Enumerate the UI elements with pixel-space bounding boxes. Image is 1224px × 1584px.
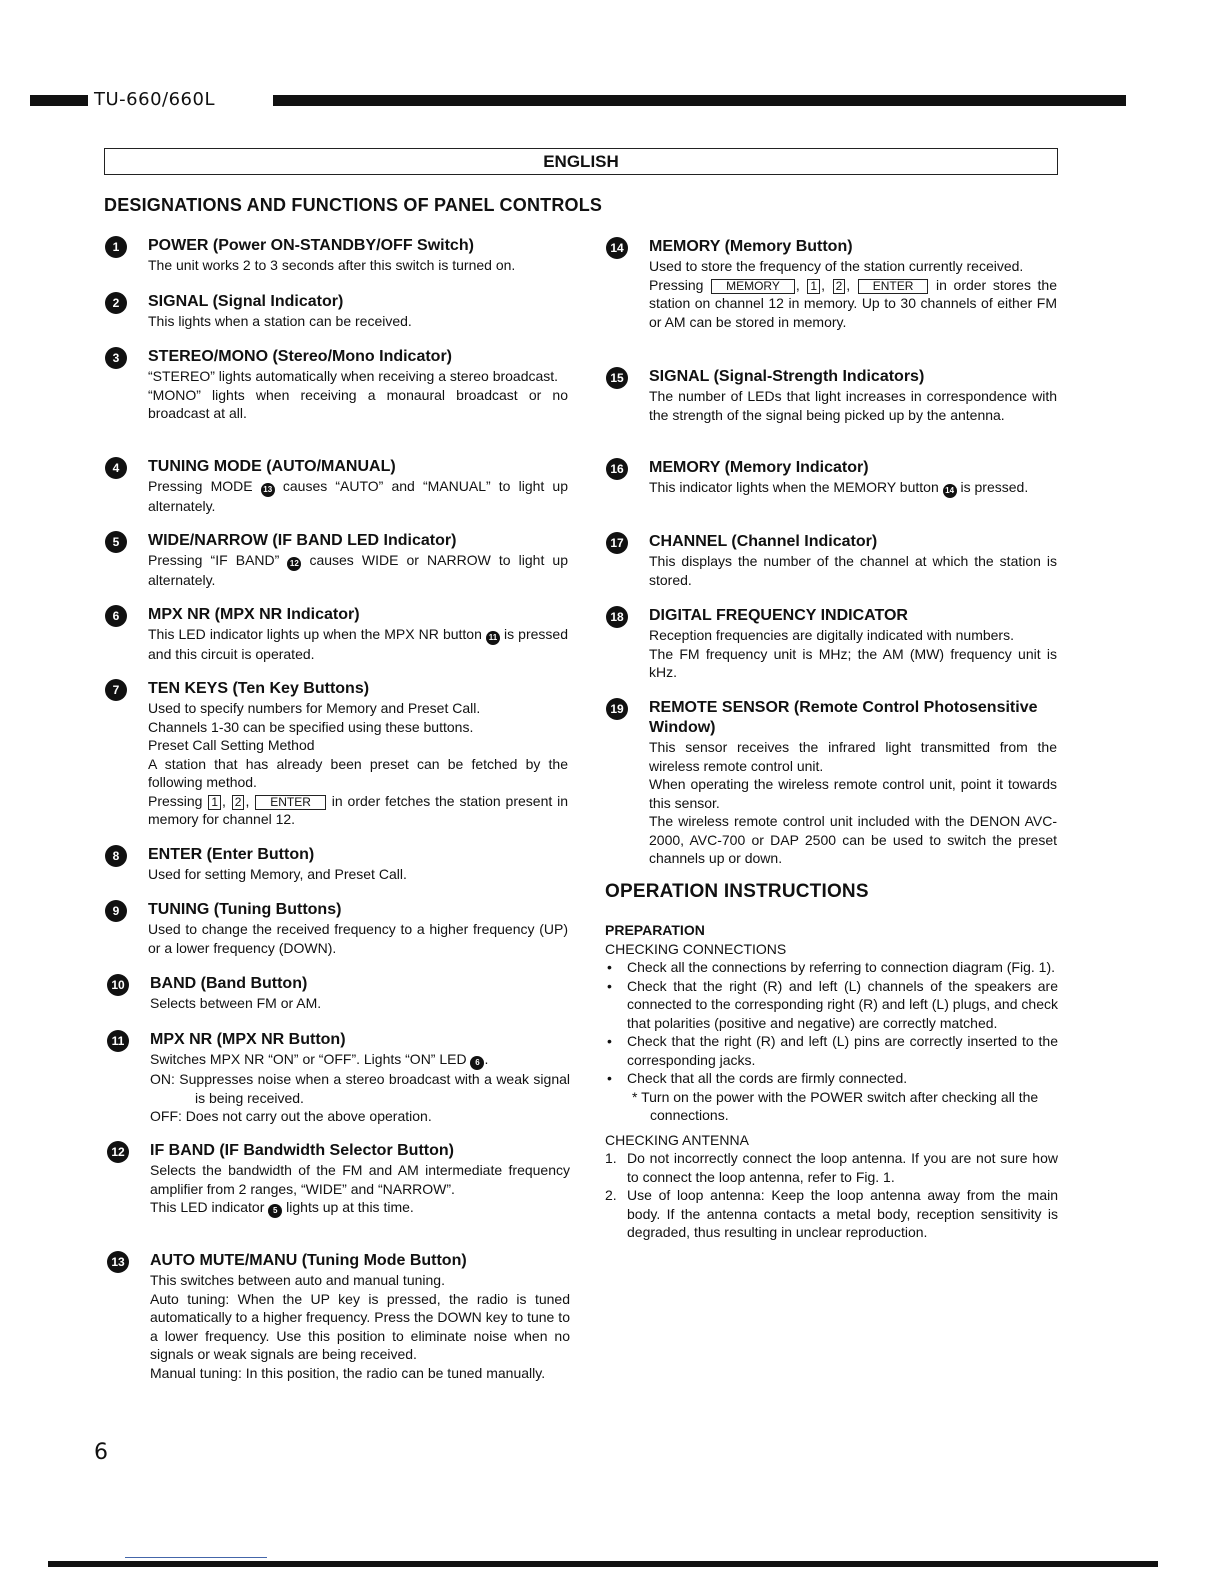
item-text: Selects the bandwidth of the FM and AM intermediate frequency amplifier from 2 ranges, “WIDE” and “NARROW”. bbox=[150, 1162, 570, 1197]
list-item: 2. Use of loop antenna: Keep the loop antenna away from the main body. If the antenna contacts a metal body, reception sensitivity is degraded, thus resulting in unclear reproduction. bbox=[605, 1187, 1058, 1240]
key-1: 1 bbox=[208, 795, 221, 810]
item-12 bbox=[111, 1141, 570, 1218]
item-number: 5 bbox=[105, 531, 127, 553]
item-text: Pressing MEMORY , 1 , 2 , ENTER in order stores the station on channel 12 in memory. Up to 30 channels of either FM or AM can be stored in memory. bbox=[649, 276, 1058, 330]
item-text: This switches between auto and manual tuning. bbox=[150, 1272, 445, 1288]
item-9 bbox=[112, 900, 568, 957]
page-number: 6 bbox=[94, 1440, 108, 1465]
list-item: • Check that the right (R) and left (L) pins are correctly inserted to the corresponding jacks. bbox=[605, 1032, 1058, 1069]
item-text: This lights when a station can be received. bbox=[148, 313, 412, 329]
item-11 bbox=[111, 1030, 570, 1126]
item-text: Used to change the received frequency to a higher frequency (UP) or a lower frequency (DOWN). bbox=[148, 921, 568, 956]
item-5 bbox=[112, 531, 568, 590]
item-number: 3 bbox=[105, 347, 127, 369]
item-text: Switches MPX NR “ON” or “OFF”. Lights “ON” LED 6 . bbox=[150, 1050, 570, 1070]
item-number: 11 bbox=[107, 1030, 129, 1052]
item-text: Used to specify numbers for Memory and Preset Call. bbox=[148, 700, 481, 716]
item-title: MPX NR (MPX NR Indicator) bbox=[148, 606, 360, 623]
model-name: TU-660/660L bbox=[94, 90, 219, 110]
item-title: MEMORY (Memory Indicator) bbox=[649, 459, 869, 476]
checking-connections-heading: CHECKING CONNECTIONS bbox=[605, 940, 787, 957]
item-title: DIGITAL FREQUENCY INDICATOR bbox=[649, 607, 908, 624]
item-text: This sensor receives the infrared light transmitted from the wireless remote control unit. bbox=[649, 739, 1057, 774]
item-text: Manual tuning: In this position, the radio can be tuned manually. bbox=[150, 1364, 546, 1381]
item-number: 12 bbox=[107, 1141, 129, 1163]
checking-antenna-heading: CHECKING ANTENNA bbox=[605, 1131, 749, 1148]
item-title: WIDE/NARROW (IF BAND LED Indicator) bbox=[148, 532, 457, 549]
item-text: This displays the number of the channel at which the station is stored. bbox=[649, 553, 1057, 588]
item-text: The FM frequency unit is MHz; the AM (MW) frequency unit is kHz. bbox=[649, 645, 1057, 680]
item-title: MPX NR (MPX NR Button) bbox=[150, 1031, 346, 1048]
item-text: Preset Call Setting Method bbox=[148, 737, 315, 753]
key-2: 2 bbox=[833, 279, 846, 294]
item-title: TUNING MODE (AUTO/MANUAL) bbox=[148, 458, 396, 475]
item-1 bbox=[112, 236, 568, 275]
header-block-left bbox=[30, 95, 88, 106]
operation-section bbox=[605, 921, 1058, 1242]
item-text: The number of LEDs that light increases in correspondence with the strength of the signal being picked up by the antenna. bbox=[649, 388, 1057, 423]
designations-title: DESIGNATIONS AND FUNCTIONS OF PANEL CONTROLS bbox=[104, 195, 603, 215]
item-title: SIGNAL (Signal-Strength Indicators) bbox=[649, 368, 925, 385]
header-bar bbox=[30, 89, 1126, 110]
header-block-right bbox=[273, 95, 1126, 106]
item-number: 1 bbox=[105, 236, 127, 258]
item-text: Auto tuning: When the UP key is pressed, the radio is tuned automatically to a higher frequency. Press the DOWN key to tune to a lower frequency. Use this position to eliminate noise when no signals or weak signals are being received. bbox=[150, 1290, 570, 1362]
item-text: This LED indicator lights up when the MPX NR button 11 is pressed and this circuit is operated. bbox=[148, 626, 568, 662]
item-19 bbox=[610, 698, 1057, 868]
item-4 bbox=[112, 457, 568, 516]
item-number: 18 bbox=[606, 606, 628, 628]
item-text: Reception frequencies are digitally indicated with numbers. bbox=[649, 627, 1014, 643]
item-number: 10 bbox=[107, 974, 129, 996]
item-text: This LED indicator 5 lights up at this time. bbox=[150, 1198, 570, 1218]
item-title: ENTER (Enter Button) bbox=[148, 846, 315, 863]
item-10 bbox=[111, 974, 570, 1013]
key-2: 2 bbox=[232, 795, 245, 810]
footer-thin-rule bbox=[125, 1557, 267, 1558]
ref-number: 14 bbox=[943, 484, 957, 498]
item-title: CHANNEL (Channel Indicator) bbox=[649, 533, 878, 550]
key-enter: ENTER bbox=[858, 279, 929, 294]
ref-number: 5 bbox=[268, 1204, 282, 1218]
item-text: The wireless remote control unit included with the DENON AVC-2000, AVC-700 or DAP 2500 can be used to switch the preset channels up or down. bbox=[649, 813, 1057, 866]
item-2 bbox=[112, 292, 568, 331]
item-number: 4 bbox=[105, 457, 127, 479]
key-enter: ENTER bbox=[255, 795, 326, 810]
item-title: REMOTE SENSOR (Remote Control Photosensitive Window) bbox=[649, 699, 1038, 736]
list-item: • Check all the connections by referring to connection diagram (Fig. 1). bbox=[605, 958, 1058, 977]
list-item: 1. Do not incorrectly connect the loop antenna. If you are not sure how to connect the loop antenna, refer to Fig. 1. bbox=[605, 1150, 1058, 1185]
operation-title: OPERATION INSTRUCTIONS bbox=[605, 881, 869, 902]
list-item: • Check that the right (R) and left (L) channels of the speakers are connected to the corresponding right (R) and left (L) plugs, and check that polarities (positive and negative) are correctly matched. bbox=[605, 977, 1058, 1033]
item-18 bbox=[610, 606, 1057, 682]
item-text: Pressing MODE 13 causes “AUTO” and “MANUAL” to light up alternately. bbox=[148, 478, 568, 514]
ref-number: 11 bbox=[486, 631, 500, 645]
item-title: SIGNAL (Signal Indicator) bbox=[148, 293, 344, 310]
item-text: When operating the wireless remote control unit, point it towards this sensor. bbox=[649, 776, 1057, 811]
item-text: Pressing 1 , 2 , ENTER in order fetches the station present in memory for channel 12. bbox=[148, 792, 569, 827]
ref-number: 6 bbox=[470, 1056, 484, 1070]
item-text: The unit works 2 to 3 seconds after this switch is turned on. bbox=[148, 257, 516, 273]
item-text-on: ON: Suppresses noise when a stereo broadcast with a weak signal is being received. bbox=[150, 1071, 570, 1106]
item-text: Channels 1-30 can be specified using these buttons. bbox=[148, 718, 474, 735]
item-number: 2 bbox=[105, 292, 127, 314]
item-title: IF BAND (IF Bandwidth Selector Button) bbox=[150, 1142, 454, 1159]
item-title: BAND (Band Button) bbox=[150, 975, 308, 992]
item-number: 13 bbox=[107, 1251, 129, 1273]
key-memory: MEMORY bbox=[711, 279, 795, 294]
item-text: Selects between FM or AM. bbox=[150, 995, 322, 1011]
ref-number: 12 bbox=[287, 557, 301, 571]
item-13 bbox=[111, 1251, 570, 1382]
item-16 bbox=[610, 458, 1057, 498]
item-number: 7 bbox=[105, 679, 127, 701]
power-note: * Turn on the power with the POWER switch after checking all the connections. bbox=[632, 1088, 1039, 1123]
key-1: 1 bbox=[807, 279, 820, 294]
item-text: “STEREO” lights automatically when receiving a stereo broadcast. bbox=[148, 368, 559, 384]
item-15 bbox=[610, 367, 1057, 424]
item-text: Used for setting Memory, and Preset Call. bbox=[148, 866, 407, 882]
item-14 bbox=[610, 237, 1058, 331]
footer-rule bbox=[48, 1561, 1158, 1567]
item-number: 16 bbox=[606, 458, 628, 480]
item-text: A station that has already been preset can be fetched by the following method. bbox=[148, 755, 568, 790]
item-title: TEN KEYS (Ten Key Buttons) bbox=[148, 680, 370, 697]
item-number: 14 bbox=[606, 237, 628, 259]
item-6 bbox=[112, 605, 568, 664]
preparation-heading: PREPARATION bbox=[605, 922, 705, 938]
item-title: STEREO/MONO (Stereo/Mono Indicator) bbox=[148, 348, 453, 365]
item-text: Pressing “IF BAND” 12 causes WIDE or NARROW to light up alternately. bbox=[148, 552, 568, 588]
item-number: 9 bbox=[105, 900, 127, 922]
item-number: 6 bbox=[105, 605, 127, 627]
item-7 bbox=[112, 679, 569, 829]
item-title: TUNING (Tuning Buttons) bbox=[148, 901, 342, 918]
item-text-off: OFF: Does not carry out the above operation. bbox=[150, 1108, 432, 1124]
list-item: • Check that all the cords are firmly connected. bbox=[605, 1069, 1058, 1088]
antenna-list bbox=[605, 1149, 1058, 1242]
item-text: Used to store the frequency of the station currently received. bbox=[649, 258, 1024, 274]
item-number: 19 bbox=[606, 698, 628, 720]
item-title: MEMORY (Memory Button) bbox=[649, 238, 853, 255]
ref-number: 13 bbox=[261, 483, 275, 497]
item-text: “MONO” lights when receiving a monaural broadcast or no broadcast at all. bbox=[148, 386, 568, 421]
item-number: 17 bbox=[606, 532, 628, 554]
item-17 bbox=[610, 532, 1057, 589]
item-3 bbox=[112, 347, 568, 423]
language-label: ENGLISH bbox=[104, 148, 1058, 175]
connection-checklist bbox=[605, 958, 1058, 1088]
item-text: This indicator lights when the MEMORY button 14 is pressed. bbox=[649, 478, 1057, 498]
item-title: POWER (Power ON-STANDBY/OFF Switch) bbox=[148, 237, 474, 254]
item-title: AUTO MUTE/MANU (Tuning Mode Button) bbox=[150, 1252, 467, 1269]
item-number: 8 bbox=[105, 845, 127, 867]
item-8 bbox=[112, 845, 568, 884]
item-number: 15 bbox=[606, 367, 628, 389]
